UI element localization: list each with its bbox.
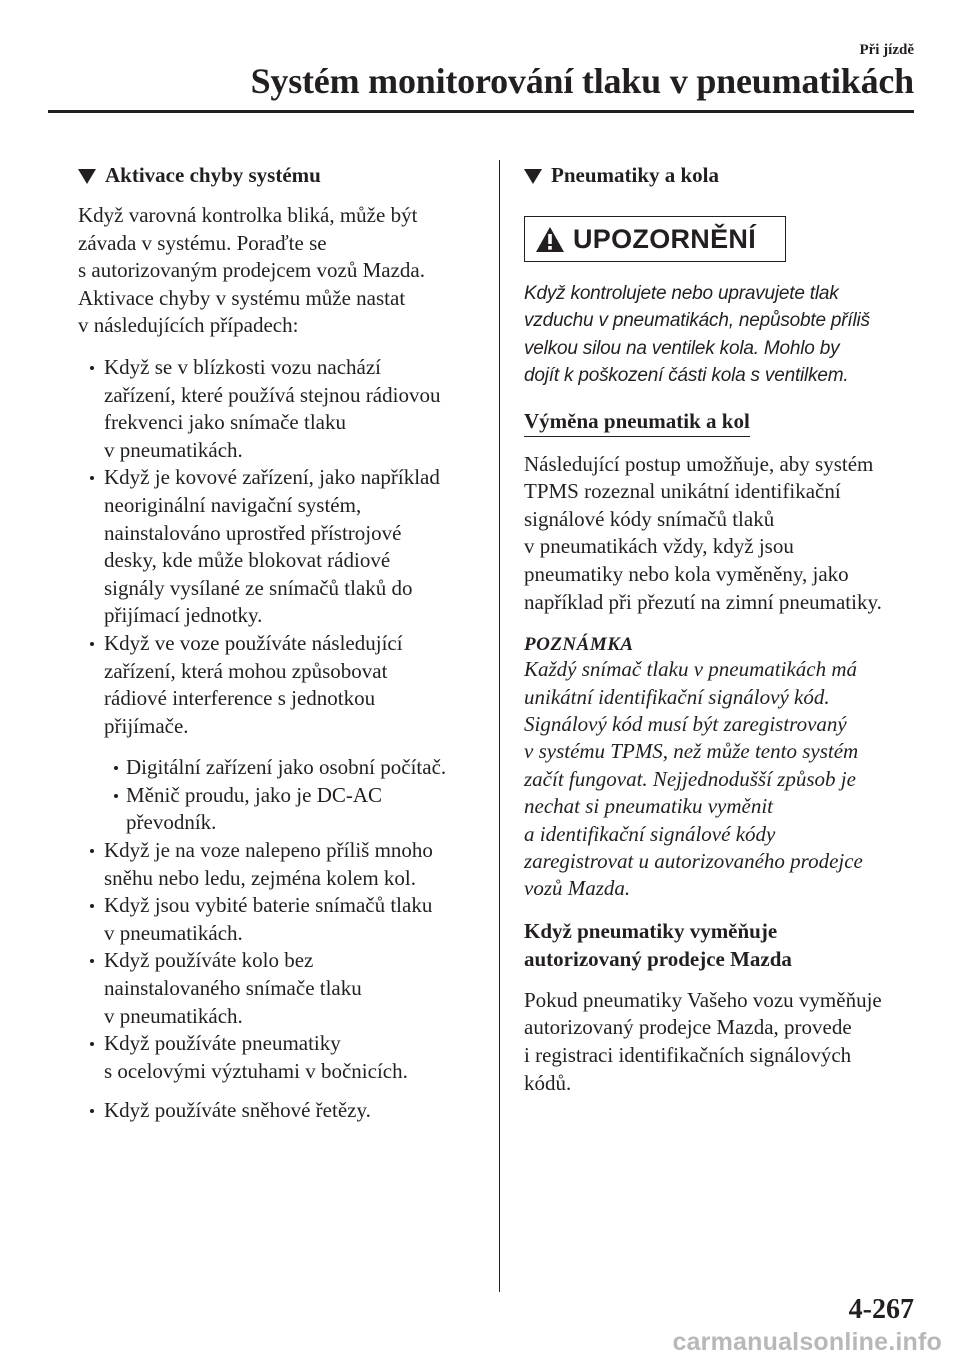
text-line: začít fungovat. Nejjednodušší způsob je <box>524 766 856 791</box>
page-number: 4-267 <box>848 1294 914 1325</box>
watermark: carmanualsonline.info <box>672 1328 942 1356</box>
list-item <box>78 1097 478 1125</box>
text-line: Aktivace chyby v systému může nastat <box>78 285 406 310</box>
text-line: Když pneumatiky vyměňuje <box>524 918 778 943</box>
text-line: autorizovaný prodejce Mazda, provede <box>524 1015 852 1040</box>
text-line: Když používáte kolo bez <box>104 948 314 973</box>
section-heading-pneumatiky <box>524 162 919 188</box>
text-line: Když používáte sněhové řetězy. <box>104 1098 371 1123</box>
note-text <box>524 656 919 903</box>
triangle-bullet-icon <box>524 169 542 184</box>
header-rule <box>48 110 914 113</box>
list-item <box>78 630 478 837</box>
warning-triangle-icon <box>535 226 565 253</box>
paragraph-tpms <box>524 451 919 617</box>
triangle-bullet-icon <box>78 169 96 184</box>
text-line: nechat si pneumatiku vyměnit <box>524 794 774 819</box>
text-line: TPMS rozeznal unikátní identifikační <box>524 479 841 504</box>
list-item <box>78 947 478 1030</box>
text-line: Pokud pneumatiky Vašeho vozu vyměňuje <box>524 987 882 1012</box>
text-line: autorizovaný prodejce Mazda <box>524 946 792 971</box>
list-item <box>78 837 478 892</box>
text-line: Když je na voze nalepeno příliš mnoho <box>104 838 433 863</box>
text-line: dojít k poškození části kola s ventilkem. <box>524 365 849 387</box>
text-line: Když ve voze používáte následující <box>104 630 403 655</box>
text-line: Následující postup umožňuje, aby systém <box>524 451 874 476</box>
text-line: Měnič proudu, jako je DC-AC <box>126 782 383 807</box>
text-line: převodník. <box>126 810 217 835</box>
text-line: unikátní identifikační signálový kód. <box>524 684 830 709</box>
text-line: velkou silou na ventilek kola. Mohlo by <box>524 337 840 359</box>
note-label: POZNÁMKA <box>524 634 634 656</box>
text-line: desky, kde může blokovat rádiové <box>104 548 391 573</box>
paragraph-dealer <box>524 987 919 1097</box>
text-line: signály vysílané ze snímačů tlaků do <box>104 575 413 600</box>
sub-list-item <box>78 754 478 782</box>
list-item <box>78 464 478 630</box>
sub-bullet-list <box>78 754 478 837</box>
left-column <box>78 162 478 1125</box>
text-line: v systému TPMS, než může tento systém <box>524 739 859 764</box>
text-line: v pneumatikách. <box>104 437 243 462</box>
text-line: Když se v blízkosti vozu nachází <box>104 354 381 379</box>
text-line: v pneumatikách. <box>104 1003 243 1028</box>
text-line: signálové kódy snímačů tlaků <box>524 506 775 531</box>
text-line: Každý snímač tlaku v pneumatikách má <box>524 657 858 682</box>
intro-paragraph <box>78 202 478 340</box>
text-line: neoriginální navigační systém, <box>104 492 362 517</box>
text-line: v následujících případech: <box>78 313 299 338</box>
text-line: závada v systému. Poraďte se <box>78 230 327 255</box>
text-line: nainstalováno uprostřed přístrojové <box>104 520 402 545</box>
text-line: například při přezutí na zimní pneumatiky. <box>524 589 882 614</box>
section-heading-aktivace <box>78 162 478 188</box>
bullet-list-causes <box>78 354 478 1125</box>
text-line: pneumatiky nebo kola vyměněny, jako <box>524 562 849 586</box>
text-line: Když používáte pneumatiky <box>104 1031 341 1056</box>
sub-list-item <box>78 782 478 837</box>
text-line: Když kontrolujete nebo upravujete tlak <box>524 283 839 304</box>
text-line: zařízení, které používá stejnou rádiovou <box>104 382 441 407</box>
subheading-vymena: Výměna pneumatik a kol <box>524 408 750 437</box>
text-line: zařízení, která mohou způsobovat <box>104 658 388 683</box>
text-line: Když varovná kontrolka bliká, může být <box>78 203 418 227</box>
list-item <box>78 892 478 947</box>
text-line: nainstalovaného snímače tlaku <box>104 976 362 1001</box>
list-item <box>78 354 478 464</box>
text-line: v pneumatikách vždy, když jsou <box>524 534 794 559</box>
caution-label: UPOZORNĚNÍ <box>573 223 757 254</box>
text-line: přijímače. <box>104 713 189 738</box>
text-line: Když jsou vybité baterie snímačů tlaku <box>104 893 433 918</box>
text-line: přijímací jednotky. <box>104 603 263 628</box>
caution-box <box>524 216 786 262</box>
text-line: vzduchu v pneumatikách, nepůsobte příliš <box>524 310 870 332</box>
list-item <box>78 1030 478 1085</box>
text-line: kódů. <box>524 1070 572 1095</box>
subheading-dealer <box>524 917 919 973</box>
text-line: Digitální zařízení jako osobní počítač. <box>126 755 447 780</box>
text-line: Signálový kód musí být zaregistrovaný <box>524 712 847 736</box>
text-line: frekvenci jako snímače tlaku <box>104 410 346 435</box>
right-column <box>524 162 919 1097</box>
text-line: Když je kovové zařízení, jako například <box>104 465 440 490</box>
text-line: a identifikační signálové kódy <box>524 821 776 846</box>
text-line: vozů Mazda. <box>524 876 631 901</box>
text-line: zaregistrovat u autorizovaného prodejce <box>524 849 863 874</box>
text-line: s autorizovaným prodejcem vozů Mazda. <box>78 258 425 283</box>
section-heading-text: Pneumatiky a kola <box>551 163 720 187</box>
running-header-section: Při jízdě <box>859 42 914 58</box>
text-line: i registraci identifikačních signálových <box>524 1043 852 1068</box>
text-line: s ocelovými výztuhami v bočnicích. <box>104 1058 408 1083</box>
page-title: Systém monitorování tlaku v pneumatikách <box>250 61 914 101</box>
column-divider <box>499 160 500 1292</box>
text-line: sněhu nebo ledu, zejména kolem kol. <box>104 865 416 890</box>
caution-text <box>524 280 919 390</box>
section-heading-text: Aktivace chyby systému <box>105 163 321 187</box>
text-line: rádiové interference s jednotkou <box>104 686 376 711</box>
text-line: v pneumatikách. <box>104 920 243 945</box>
